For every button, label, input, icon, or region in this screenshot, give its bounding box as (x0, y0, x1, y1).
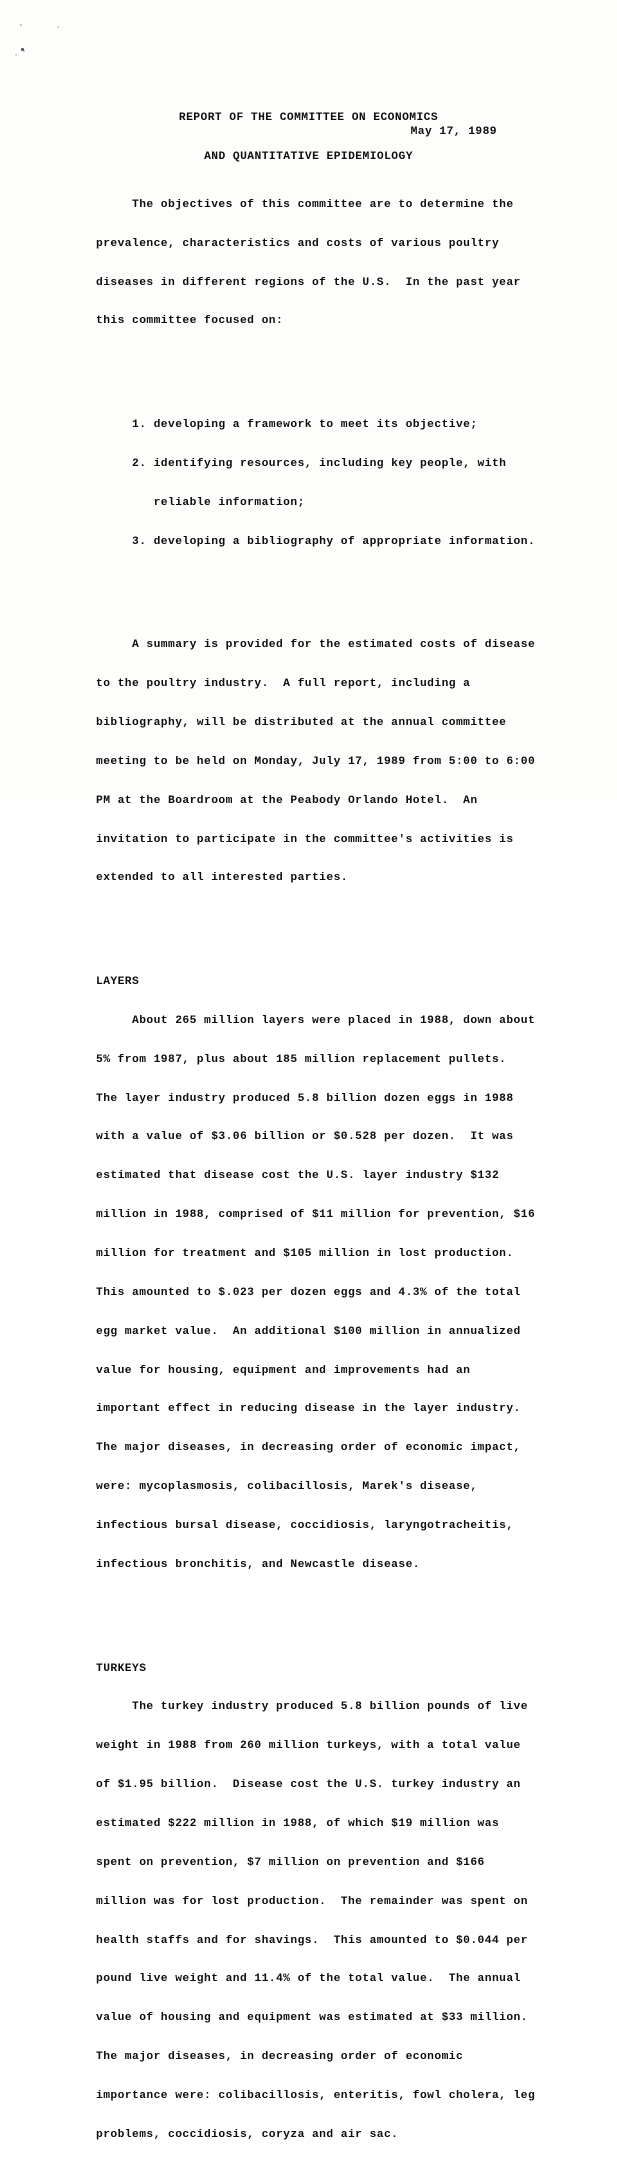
turkeys-line: importance were: colibacillosis, enteritis, fowl cholera, leg (96, 2089, 536, 2102)
turkeys-line: The turkey industry produced 5.8 billion pounds of live (96, 1701, 528, 1714)
summary-line: A summary is provided for the estimated costs of disease (96, 639, 536, 652)
document-body (96, 160, 535, 2181)
intro-line: diseases in different regions of the U.S. In the past year (96, 276, 521, 289)
document-date: May 17, 1989 (410, 126, 497, 138)
scan-speck (15, 54, 17, 56)
blank-line (96, 587, 535, 600)
list-item-3: 3. developing a bibliography of appropriate information. (96, 535, 536, 548)
intro-line: prevalence, characteristics and costs of various poultry (96, 237, 500, 250)
layers-line: important effect in reducing disease in the layer industry. (96, 1403, 521, 1416)
blank-line (96, 1611, 535, 1624)
layers-line: million for treatment and $105 million in lost production. (96, 1248, 514, 1261)
layers-line: About 265 million layers were placed in 1988, down about (96, 1014, 536, 1027)
layers-line: with a value of $3.06 billion or $0.528 per dozen. It was (96, 1131, 514, 1144)
turkeys-line: value of housing and equipment was estimated at $33 million. (96, 2012, 528, 2025)
list-item-1: 1. developing a framework to meet its objective; (96, 419, 478, 432)
summary-line: PM at the Boardroom at the Peabody Orlando Hotel. An (96, 794, 478, 807)
summary-line: extended to all interested parties. (96, 872, 348, 885)
blank-line (96, 924, 535, 937)
layers-line: infectious bronchitis, and Newcastle disease. (96, 1558, 420, 1571)
turkeys-line: pound live weight and 11.4% of the total value. The annual (96, 1973, 521, 1986)
layers-line: The major diseases, in decreasing order of economic impact, (96, 1442, 521, 1455)
scan-speck (20, 24, 22, 26)
section-heading-layers: LAYERS (96, 976, 140, 988)
layers-line: infectious bursal disease, coccidiosis, laryngotracheitis, (96, 1520, 514, 1533)
turkeys-line: estimated $222 million in 1988, of which $19 million was (96, 1817, 500, 1830)
summary-line: bibliography, will be distributed at the annual committee (96, 716, 507, 729)
layers-line: were: mycoplasmosis, colibacillosis, Marek's disease, (96, 1481, 478, 1494)
title-line-2: AND QUANTITATIVE EPIDEMIOLOGY (204, 150, 413, 163)
summary-line: to the poultry industry. A full report, including a (96, 678, 471, 691)
turkeys-line: problems, coccidiosis, coryza and air sac. (96, 2128, 399, 2141)
list-item-2: 2. identifying resources, including key people, with (96, 457, 507, 470)
turkeys-line: million was for lost production. The remainder was spent on (96, 1895, 528, 1908)
turkeys-line: health staffs and for shavings. This amounted to $0.044 per (96, 1934, 528, 1947)
turkeys-line: weight in 1988 from 260 million turkeys, with a total value (96, 1740, 521, 1753)
turkeys-line: of $1.95 billion. Disease cost the U.S. turkey industry an (96, 1779, 521, 1792)
summary-line: meeting to be held on Monday, July 17, 1989 from 5:00 to 6:00 (96, 755, 536, 768)
turkeys-line: spent on prevention, $7 million on prevention and $166 (96, 1856, 485, 1869)
intro-line: this committee focused on: (96, 315, 284, 328)
layers-line: egg market value. An additional $100 million in annualized (96, 1325, 521, 1338)
layers-line: 5% from 1987, plus about 185 million replacement pullets. (96, 1053, 507, 1066)
summary-line: invitation to participate in the committee's activities is (96, 833, 514, 846)
layers-line: value for housing, equipment and improvements had an (96, 1364, 471, 1377)
intro-line: The objectives of this committee are to determine the (96, 198, 514, 211)
section-heading-turkeys: TURKEYS (96, 1662, 147, 1675)
layers-line: estimated that disease cost the U.S. layer industry $132 (96, 1170, 500, 1183)
turkeys-line: The major diseases, in decreasing order of economic (96, 2051, 464, 2064)
list-item-2-cont: reliable information; (96, 496, 305, 509)
scan-speck (21, 48, 24, 51)
title-line-1: REPORT OF THE COMMITTEE ON ECONOMICS (178, 111, 439, 124)
blank-line (96, 367, 535, 380)
scan-speck (57, 26, 59, 28)
layers-line: The layer industry produced 5.8 billion dozen eggs in 1988 (96, 1092, 514, 1105)
layers-line: million in 1988, comprised of $11 million for prevention, $16 (96, 1209, 536, 1222)
layers-line: This amounted to $.023 per dozen eggs and 4.3% of the total (96, 1286, 521, 1299)
